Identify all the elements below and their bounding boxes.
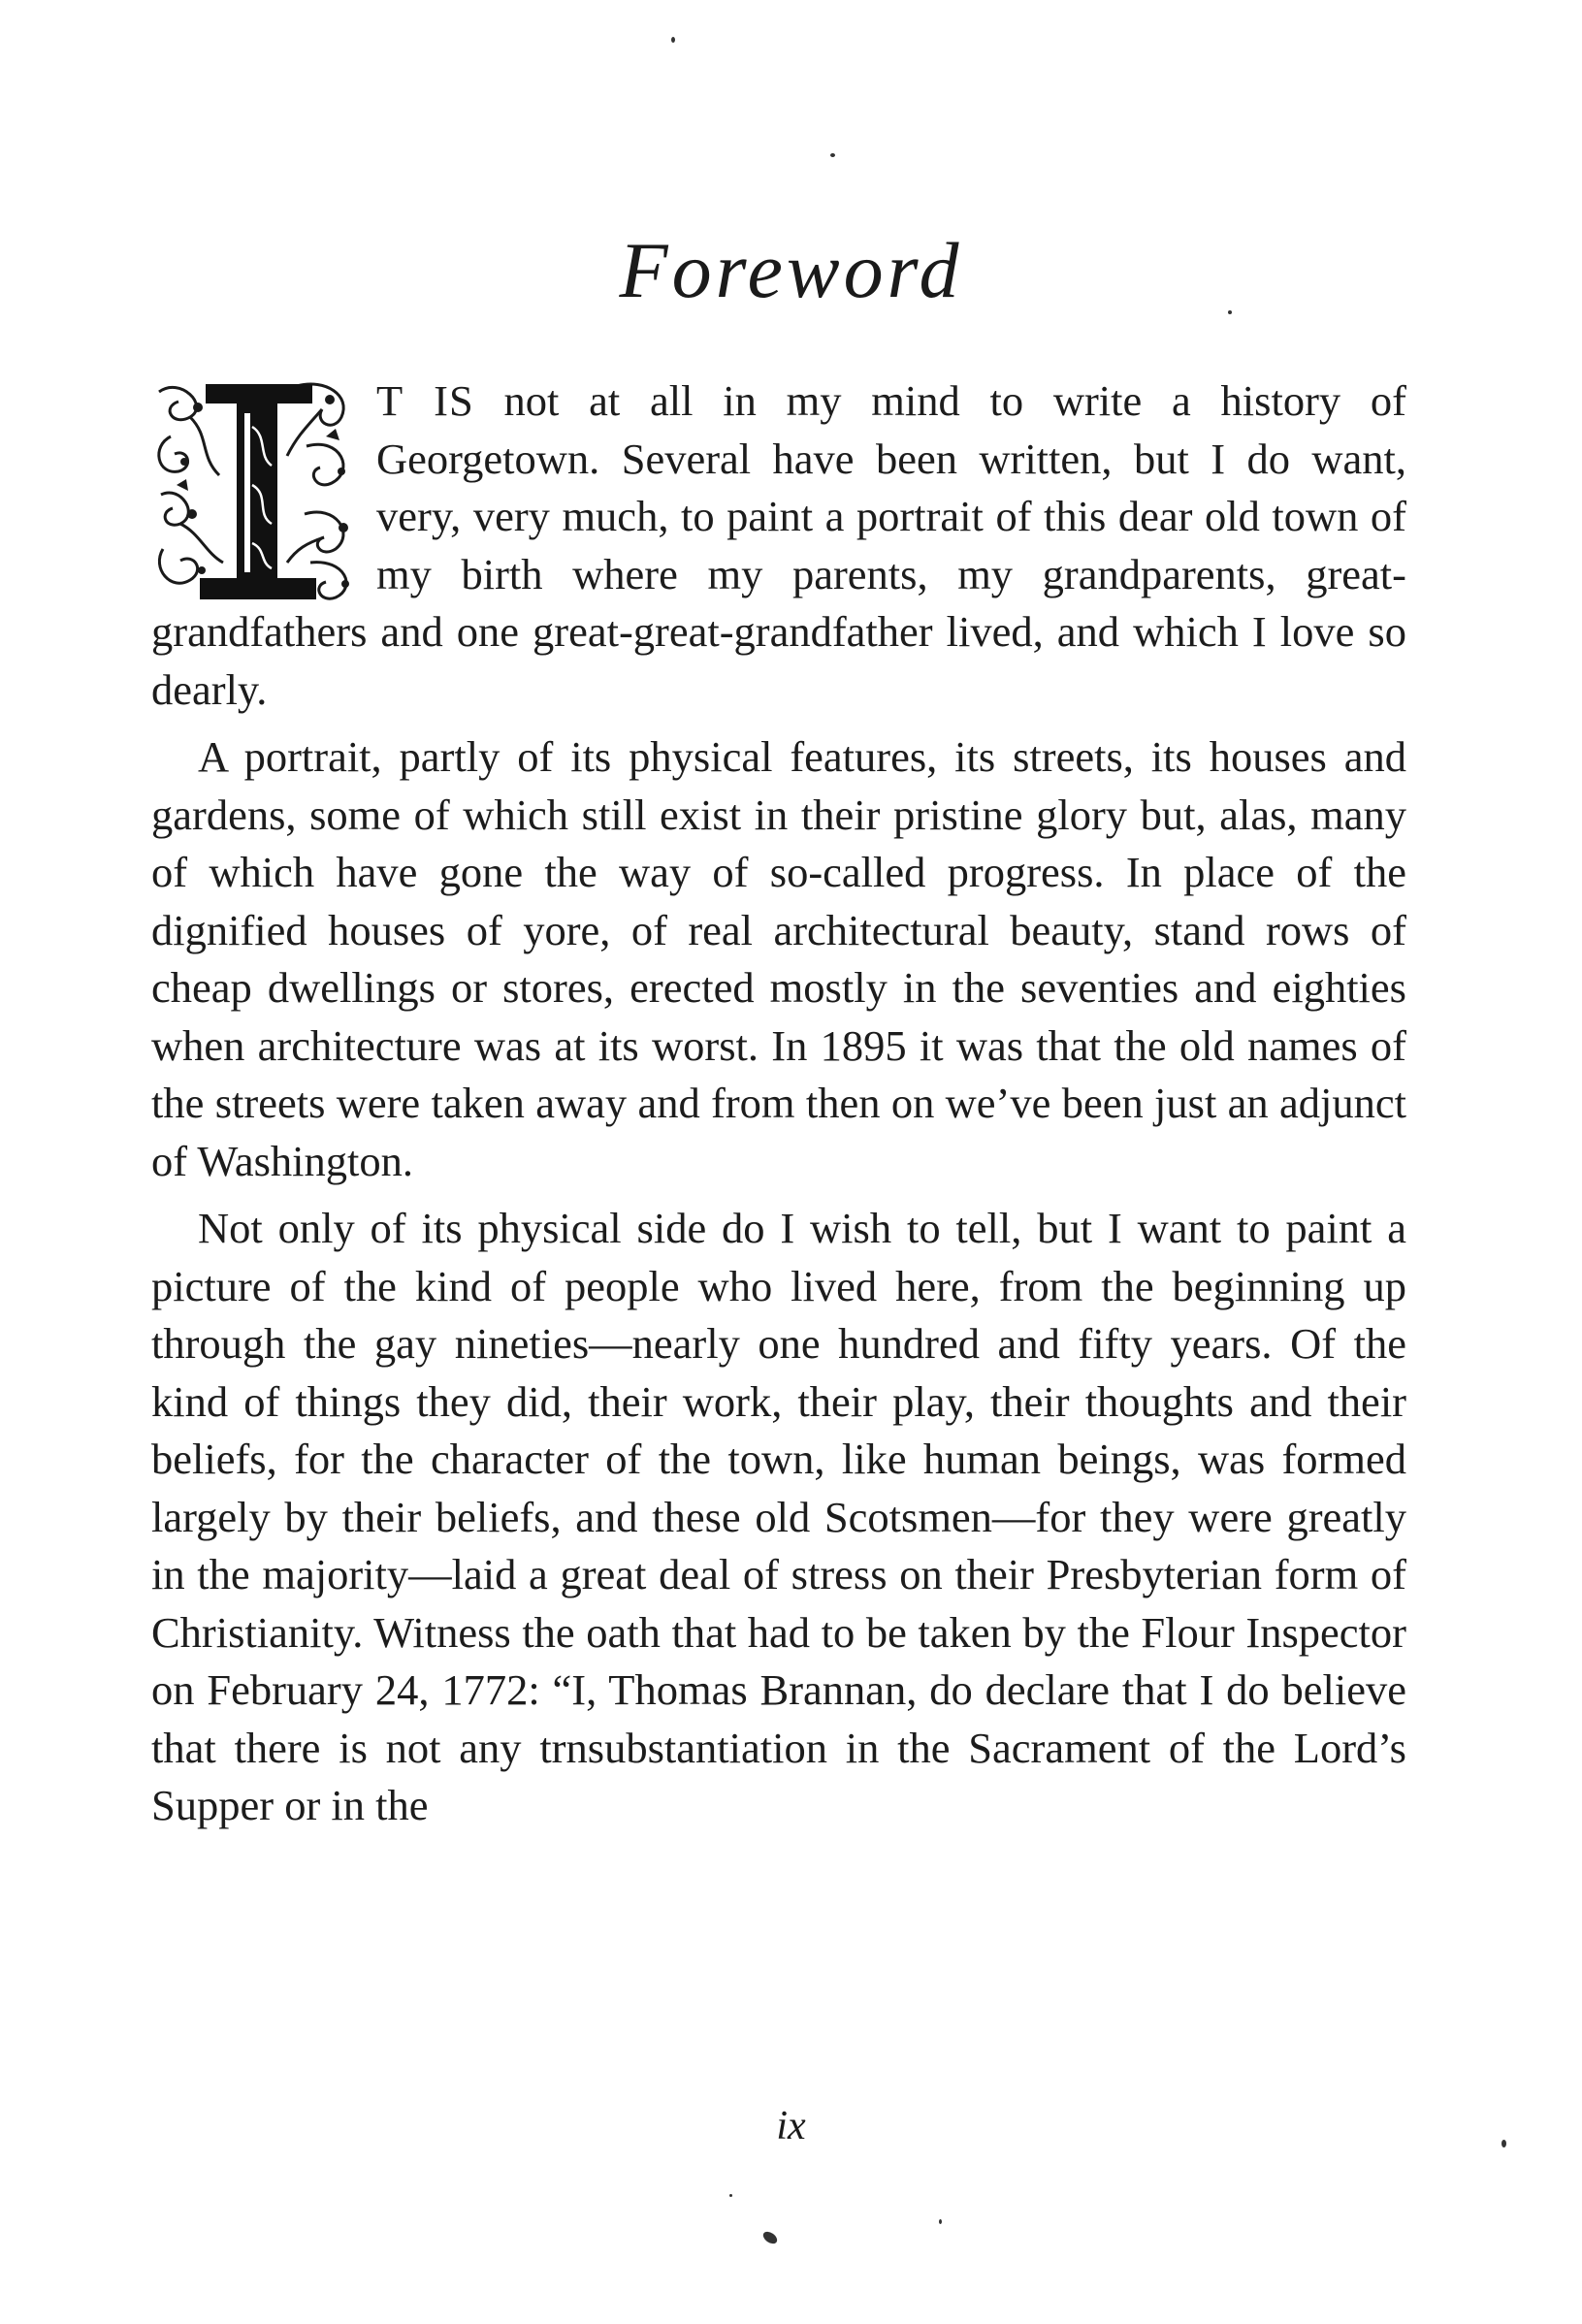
- scan-speck: [729, 2194, 732, 2197]
- scan-speck: [939, 2219, 942, 2224]
- paragraph-lead: T IS: [376, 376, 474, 425]
- page-title: Foreword: [619, 226, 963, 314]
- foreword-body: [151, 372, 1406, 1835]
- paragraph-text: not at all in my mind to write a history of Georgetown. Several have been written, but I do want, very, very much, to paint a portrait of this dear old town of my birth where my parents, my grandparents, great-grandfathers and one great-great-grandfather lived, and which I love so dearly.: [151, 376, 1406, 714]
- scan-speck: [761, 2229, 780, 2245]
- scan-speck: [671, 37, 675, 43]
- scan-speck: [830, 153, 835, 157]
- scan-speck: [1501, 2140, 1506, 2147]
- paragraph-3: Not only of its physical side do I wish to tell, but I want to paint a picture of the kind of people who lived here, from the beginning up through the gay nineties—nearly one hundred and fifty years. Of the kind of things they did, their work, their play, their thoughts and their beliefs, for the character of the town, like human beings, was formed largely by their beliefs, and these old Scotsmen—for they were greatly in the majority—laid a great deal of stress on their Presbyterian form of Christianity. Witness the oath that had to be taken by the Flour Inspector on February 24, 1772: “I, Thomas Brannan, do declare that I do believe that there is not any trnsubstantiation in the Sacrament of the Lord’s Supper or in the: [151, 1204, 1406, 1829]
- page-number: ix: [776, 2104, 806, 2148]
- scan-speck: [1228, 310, 1232, 314]
- paragraph-2: A portrait, partly of its physical features, its streets, its houses and gardens, some of which still exist in their pristine glory but, alas, many of which have gone the way of so-called progress. In place of the dignified houses of yore, of real architectural beauty, stand rows of cheap dwellings or stores, erected mostly in the seventies and eighties when architecture was at its worst. In 1895 it was that the old names of the streets were taken away and from then on we’ve been just an adjunct of Washington.: [151, 732, 1406, 1185]
- paragraph-1: [151, 372, 1406, 719]
- ornate-initial-i-icon: [151, 378, 365, 603]
